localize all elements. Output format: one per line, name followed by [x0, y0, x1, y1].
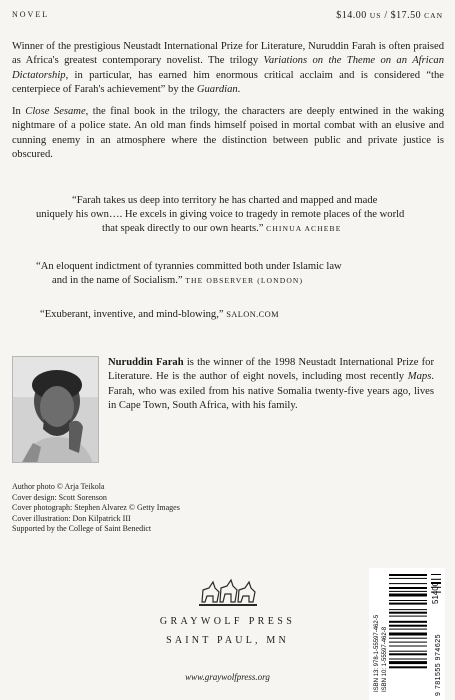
price-can: $17.50 — [390, 10, 422, 21]
quote-1-attribution: CHINUA ACHEBE — [266, 224, 342, 234]
blurb-1-title: Variations on the Theme on an African Dictatorship — [12, 55, 444, 81]
barcode-bar — [389, 578, 427, 579]
price-separator: / — [384, 10, 388, 21]
ean-label: 9 781555 974625 — [435, 634, 442, 696]
review-quote-salon — [36, 308, 430, 322]
isbn-13-label: ISBN 13: 978-1-55597-462-5 — [374, 614, 380, 692]
publisher-city: SAINT PAUL, MN — [166, 635, 289, 646]
barcode-bar — [389, 600, 427, 601]
barcode-bar — [389, 651, 427, 652]
addon-bar — [431, 579, 441, 580]
barcode-bar — [389, 659, 427, 660]
barcode-bar — [389, 633, 427, 636]
barcode-bar — [389, 642, 427, 643]
credit-line: Author photo © Arja Teikola — [12, 482, 105, 491]
quote-2-attribution: THE OBSERVER (LONDON) — [185, 276, 304, 286]
barcode-bar — [389, 666, 427, 668]
credit-line: Supported by the College of Saint Benedict — [12, 524, 152, 534]
blurb-2-text-a: In — [12, 106, 26, 117]
credit-line: Cover illustration: Don Kilpatrick III — [12, 513, 131, 523]
quote-1-line-3: that speak directly to our own hearts.” — [102, 223, 264, 235]
barcode-bar — [389, 621, 427, 623]
barcode-bar — [389, 612, 427, 614]
barcode-bar — [389, 603, 427, 605]
price-can-currency: CAN — [424, 11, 443, 20]
barcode-bar — [389, 629, 427, 630]
author-bio-text-b: . Farah, who was exiled from his native Somalia twenty-five years ago, lives in Cape Town, South Africa, with his family. — [108, 371, 434, 412]
review-quote-observer — [36, 260, 430, 288]
barcode-bar — [389, 638, 427, 639]
author-name: Nuruddin Farah — [108, 357, 184, 368]
quote-1-line-2: uniquely his own…. He excels in giving voice to tragedy in remote places of the world — [36, 209, 405, 221]
quote-3-line-1: “Exuberant, inventive, and mind-blowing,” — [40, 309, 224, 320]
barcode-bar — [389, 587, 427, 589]
barcode-bar — [389, 594, 427, 597]
blurb-2-text-b: , the final book in the trilogy, the characters are deeply entwined in the waking nightmare of a police state. An old man finds himself poised in mortal combat with an elusive and cunning enemy in an atmosphere where the distinction between public and private justice is obscured. — [12, 106, 444, 161]
review-quote-achebe — [36, 194, 430, 237]
blurb-1-text-c: . — [237, 84, 241, 96]
price-us: $14.00 — [336, 10, 367, 21]
publisher-name: GRAYWOLF PRESS — [159, 616, 296, 627]
credit-line: Cover photograph: Stephen Alvarez © Getty Images — [12, 503, 180, 513]
blurb-1-source: Guardian — [196, 84, 238, 96]
publisher-url[interactable]: www.graywolfpress.org — [185, 672, 270, 682]
addon-bar — [431, 574, 441, 575]
blurb-paragraph-1 — [12, 40, 444, 98]
author-portrait-image — [13, 357, 99, 463]
barcode-bar — [389, 653, 427, 655]
quote-2-line-2: and in the name of Socialism.” — [52, 275, 183, 287]
price-code-label: 51400 — [431, 581, 440, 604]
blurb-1-text-b: , in particular, has earned him enormous critical acclaim and is considered “the centerpiece of Farah's achievement” by the — [12, 69, 444, 96]
barcode-bar — [389, 625, 427, 627]
author-bio-title: Maps — [407, 371, 432, 383]
barcode-bar — [389, 574, 427, 576]
isbn-barcode — [369, 568, 445, 700]
barcode-bar — [389, 583, 427, 584]
barcode-bar — [389, 609, 427, 610]
price-label — [336, 10, 443, 21]
quote-2-line-1: “An eloquent indictment of tyrannies committed both under Islamic law — [36, 261, 342, 272]
barcode-bar — [389, 646, 427, 647]
isbn-10-label: ISBN 10: 1-55597-462-8 — [382, 626, 388, 692]
barcode-bar — [389, 591, 427, 592]
genre-label: NOVEL — [12, 10, 50, 19]
blurb-1-text-a: Winner of the prestigious Neustadt International Prize for Literature, Nuruddin Farah is often praised as Africa's greatest contemporary novelist. The trilogy — [12, 41, 444, 67]
author-bio — [108, 356, 434, 414]
quote-3-attribution: SALON.COM — [226, 310, 279, 319]
credits-list — [12, 482, 180, 535]
barcode-bar — [389, 661, 427, 664]
quote-1-line-1: “Farah takes us deep into territory he has charted and mapped and made — [72, 195, 378, 206]
author-photo — [12, 356, 99, 463]
barcode-bar — [389, 616, 427, 617]
price-us-currency: US — [369, 11, 382, 20]
blurb-paragraph-2 — [12, 105, 444, 163]
author-bio-text-a: is the winner of the 1998 Neustadt International Prize for Literature. He is the author of eight novels, including most recently — [108, 357, 434, 383]
credit-line: Cover design: Scott Sorenson — [12, 492, 107, 502]
top-bar — [12, 10, 443, 24]
blurb-2-title: Close Sesame — [25, 106, 86, 117]
